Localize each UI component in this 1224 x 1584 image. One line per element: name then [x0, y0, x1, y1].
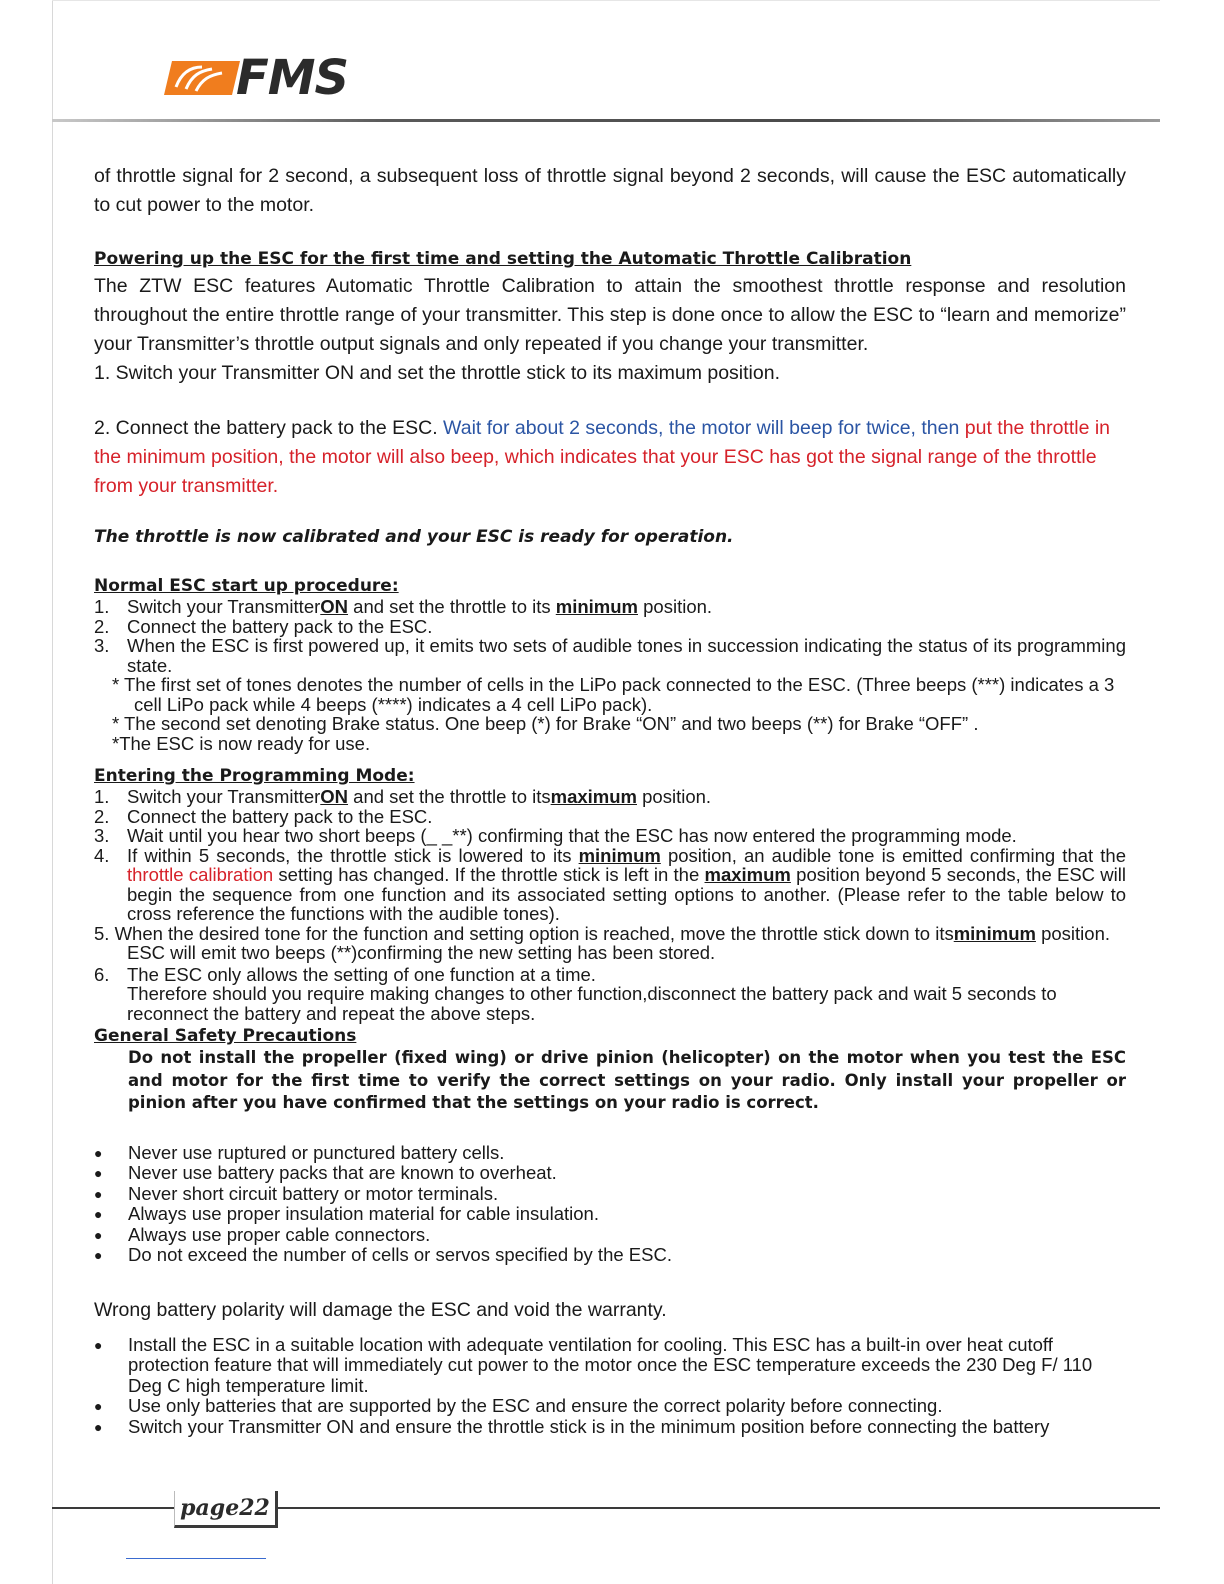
list-item: ● Switch your Transmitter ON and ensure the throttle stick is in the minimum position before connecting the battery: [94, 1415, 1050, 1437]
brand-name: FMS: [236, 50, 349, 106]
safety-heading: General Safety Precautions: [94, 1026, 357, 1046]
brand-logo: [162, 50, 349, 106]
fms-wing-icon: [162, 57, 240, 99]
top-edge-rule: [52, 0, 1160, 1]
polarity-warning: Wrong battery polarity will damage the ESC and void the warranty.: [94, 1298, 667, 1321]
list-item: 2. Connect the battery pack to the ESC.: [94, 805, 433, 827]
list-item: ● Never use battery packs that are known to overheat.: [94, 1162, 557, 1183]
list-item: 1. Switch your TransmitterON and set the throttle to itsmaximum position.: [94, 786, 712, 807]
programming-list: [94, 787, 1126, 1023]
calibration-step-2: [94, 414, 1126, 501]
list-item: ● Always use proper cable connectors.: [94, 1223, 431, 1245]
list-item: 1. Switch your TransmitterON and set the throttle to its minimum position.: [94, 596, 713, 617]
page-content: [94, 162, 1126, 1437]
list-item: 3. When the ESC is first powered up, it emits two sets of audible tones in succession indicating the status of its programming state.: [94, 635, 1126, 676]
step2-text: 2. Connect the battery pack to the ESC.: [94, 417, 438, 439]
list-item: 3. Wait until you hear two short beeps (_ _**) confirming that the ESC has now entered the programming mode.: [94, 825, 1017, 846]
header-divider: [52, 119, 1160, 122]
calibration-body: The ZTW ESC features Automatic Throttle Calibration to attain the smoothest throttle response and resolution throughout the entire throttle range of your transmitter. This step is done once to allow the ESC to “learn and memorize” your Transmitter’s throttle output signals and only repeated if you change your transmitter.: [94, 275, 1126, 355]
startup-note-3: *The ESC is now ready for use.: [112, 732, 371, 754]
list-item: ● Never short circuit battery or motor terminals.: [94, 1182, 499, 1204]
list-item: ● Install the ESC in a suitable location with adequate ventilation for cooling. This ESC has a built-in over heat cutoff protection feature that will immediately cut power to the motor once the ESC temperature exceeds the 230 Deg F/ 110 Deg C high temperature limit.: [94, 1333, 1093, 1396]
list-item: ● Do not exceed the number of cells or servos specified by the ESC.: [94, 1244, 672, 1265]
calibration-done: The throttle is now calibrated and your ESC is ready for operation.: [94, 527, 734, 547]
list-item: 2. Connect the battery pack to the ESC.: [94, 615, 433, 637]
page-number: page22: [174, 1491, 278, 1528]
list-item: ● Never use ruptured or punctured battery cells.: [94, 1141, 505, 1163]
list-item: ● Use only batteries that are supported by the ESC and ensure the correct polarity before connecting.: [94, 1395, 943, 1416]
startup-list: [94, 597, 1126, 753]
safety-bullets: [94, 1143, 1126, 1266]
list-item: 4. If within 5 seconds, the throttle stick is lowered to its minimum position, an audible tone is emitted confirming that the throttle calibration setting has changed. If the throttle stick is left in the maximum position beyond 5 seconds, the ESC will begin the sequence from one function and its associated setting options to another. (Please refer to the table below to cross reference the functions with the audible tones).: [94, 844, 1127, 924]
safety-warning: Do not install the propeller (fixed wing) or drive pinion (helicopter) on the motor when you test the ESC and motor for the first time to verify the correct settings on your radio. Only install your propeller or pinion after you have confirmed that the settings on your radio is correct.: [128, 1048, 1126, 1112]
footer-link-underline: [126, 1558, 266, 1559]
programming-step-5: 5. When the desired tone for the function and setting option is reached, move the throttle stick down to itsminimum position. ESC will emit two beeps (**)confirming the new setting has been stored.: [94, 922, 1110, 963]
safety-bullets-2: [94, 1335, 1126, 1438]
step2-red-text: put the throttle in the minimum position, the motor will also beep, which indicates that your ESC has got the signal range of the throttle from your transmitter.: [94, 417, 1111, 497]
list-item: ● Always use proper insulation material for cable insulation.: [94, 1203, 599, 1224]
calibration-step-1: 1. Switch your Transmitter ON and set the throttle stick to its maximum position.: [94, 362, 780, 384]
list-item: 6. The ESC only allows the setting of one function at a time. Therefore should you require making changes to other function,disconnect the battery pack and wait 5 seconds to reconnect the battery and repeat the above steps.: [94, 963, 1057, 1024]
calibration-heading: Powering up the ESC for the first time and setting the Automatic Throttle Calibration: [94, 249, 912, 269]
left-margin-rule: [52, 0, 53, 1584]
startup-note-1: * The first set of tones denotes the number of cells in the LiPo pack connected to the ESC. (Three beeps (***) indicates a 3 cell LiPo pack while 4 beeps (****) indicates a 4 cell LiPo pack).: [112, 674, 1115, 715]
startup-note-2: * The second set denoting Brake status. One beep (*) for Brake “ON” and two beeps (**) for Brake “OFF” .: [112, 713, 979, 734]
intro-paragraph: of throttle signal for 2 second, a subsequent loss of throttle signal beyond 2 seconds, will cause the ESC automatically to cut power to the motor.: [94, 165, 1126, 216]
step2-blue-text: Wait for about 2 seconds, the motor will beep for twice, then: [443, 417, 960, 439]
startup-heading: Normal ESC start up procedure:: [94, 576, 399, 596]
programming-heading: Entering the Programming Mode:: [94, 766, 415, 786]
